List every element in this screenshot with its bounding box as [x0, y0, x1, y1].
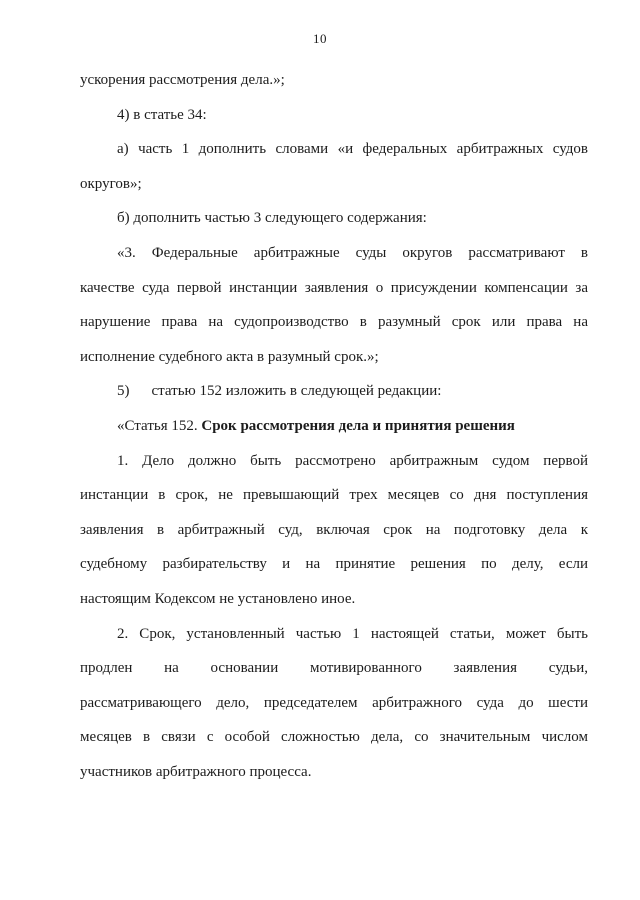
text-line: инстанции в срок, не превышающий трех месяцев со дня поступления — [80, 487, 588, 504]
text-line: 4) в статье 34: — [117, 106, 207, 123]
text-line: исполнение судебного акта в разумный срок.»; — [80, 348, 379, 365]
text-line: б) дополнить частью 3 следующего содержания: — [117, 210, 427, 227]
text-line: нарушение права на судопроизводство в разумный срок или права на — [80, 314, 588, 331]
text-line: округов»; — [80, 175, 142, 192]
text-line: «3. Федеральные арбитражные суды округов рассматривают в — [117, 244, 588, 261]
text-line: качестве суда первой инстанции заявления о присуждении компенсации за — [80, 279, 588, 296]
text-line: 2. Срок, установленный частью 1 настоящей статьи, может быть — [117, 625, 588, 642]
text-line: 1. Дело должно быть рассмотрено арбитражным судом первой — [117, 452, 588, 469]
text-line: судебному разбирательству и на принятие решения по делу, если — [80, 556, 588, 573]
text-line: рассматривающего дело, председателем арбитражного суда до шести — [80, 694, 588, 711]
item-text: статью 152 изложить в следующей редакции: — [151, 383, 442, 400]
text-line: продлен на основании мотивированного заявления судьи, — [80, 660, 588, 677]
document-body — [80, 63, 588, 789]
item-marker: 5) — [117, 383, 130, 400]
page-number: 10 — [313, 31, 327, 46]
text-line: заявления в арбитражный суд, включая срок на подготовку дела к — [80, 521, 588, 538]
text-line: а) часть 1 дополнить словами «и федеральных арбитражных судов — [117, 141, 588, 158]
article-heading-line — [80, 409, 588, 444]
article-heading-prefix: «Статья 152. — [117, 417, 198, 434]
article-heading-title: Срок рассмотрения дела и принятия решения — [201, 417, 515, 434]
text-line: участников арбитражного процесса. — [80, 763, 312, 780]
text-line: ускорения рассмотрения дела.»; — [80, 72, 285, 88]
text-line: месяцев в связи с особой сложностью дела, со значительным числом — [80, 729, 588, 746]
text-line: настоящим Кодексом не установлено иное. — [80, 590, 356, 607]
numbered-item-line — [80, 374, 588, 409]
